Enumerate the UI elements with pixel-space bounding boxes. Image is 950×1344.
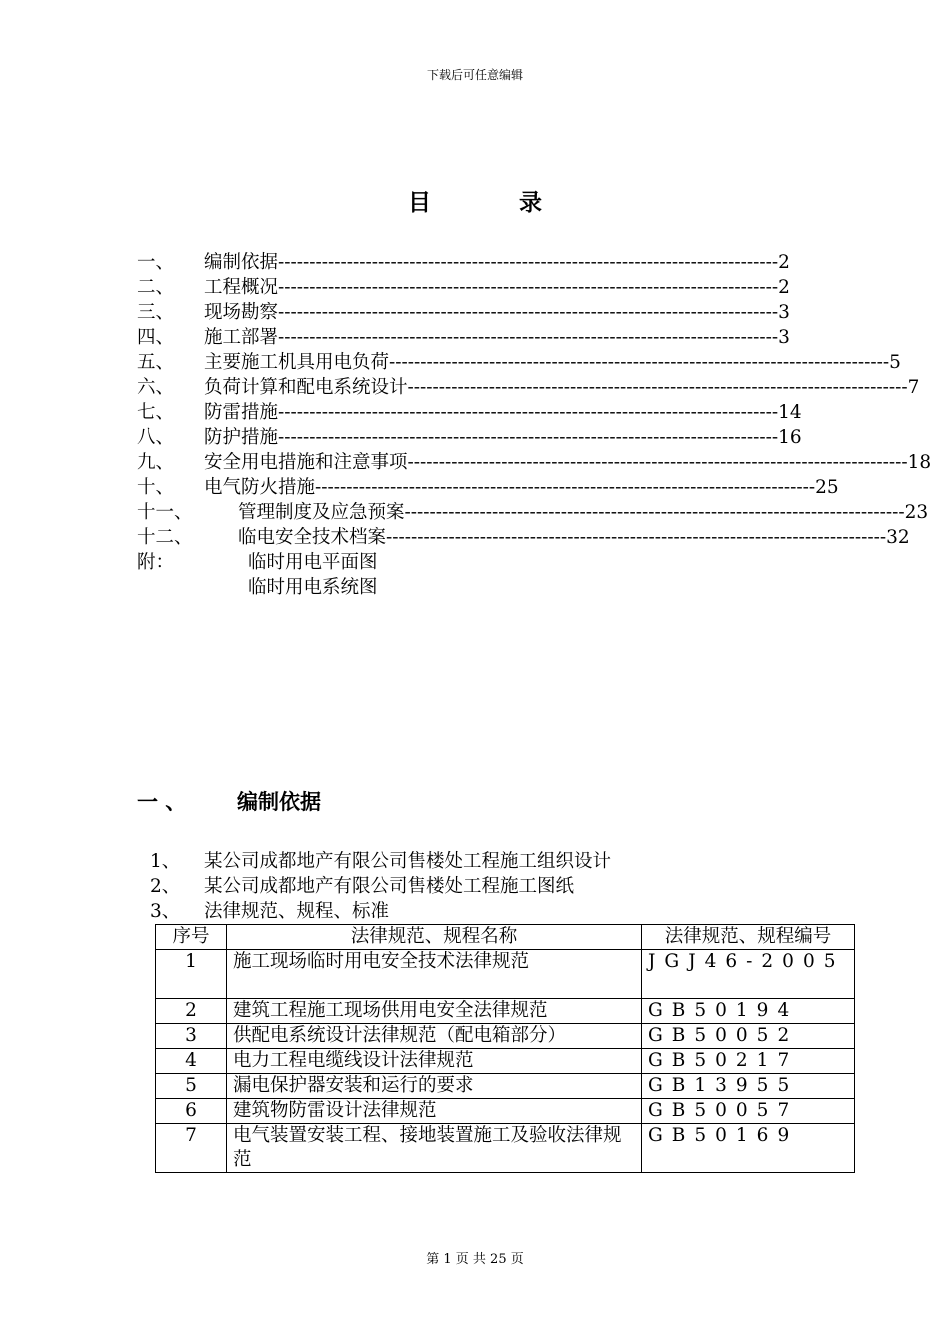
table-of-contents [137,250,932,600]
cell-code: GB50217 [642,1049,855,1074]
toc-leader: -------------------------------------------------------------------------------- [278,277,779,298]
table-row [156,999,855,1024]
toc-title: 目 录 [407,189,582,216]
cell-name: 供配电系统设计法律规范（配电箱部分） [227,1024,642,1049]
cell-code: GB50052 [642,1024,855,1049]
toc-entry[interactable] [137,475,839,500]
toc-page: 18 [907,452,932,473]
appendix-entry[interactable] [137,575,787,600]
toc-num: 八、 [137,427,175,448]
toc-entry[interactable] [137,300,790,325]
toc-leader: -------------------------------------------------------------------------------- [389,352,890,373]
toc-leader: -------------------------------------------------------------------------------- [315,477,816,498]
toc-num: 九、 [137,452,175,473]
toc-page: 16 [778,427,802,448]
toc-entry[interactable] [137,350,901,375]
table-header-row [156,925,855,950]
page-footer: 第 1 页 共 25 页 [426,1252,524,1267]
toc-entry[interactable] [137,500,929,525]
page-header: 下载后可任意编辑 [426,68,523,82]
header-cell: 序号 [156,925,227,950]
toc-page: 32 [886,527,910,548]
toc-num: 十一、 [137,502,193,523]
toc-num: 十、 [137,477,175,498]
table-row [156,1049,855,1074]
toc-label: 编制依据 [204,252,279,273]
toc-page: 5 [889,352,901,373]
toc-label: 工程概况 [204,277,279,298]
section-title: 编制依据 [237,790,321,814]
table-row [156,1074,855,1099]
toc-num: 六、 [137,377,175,398]
cell-code: JGJ46-2005 [642,950,855,999]
toc-page: 14 [778,402,802,423]
toc-num: 五、 [137,352,175,373]
header-cell: 法律规范、规程编号 [642,925,855,950]
toc-page: 3 [778,302,790,323]
section-heading [137,786,321,816]
cell-name: 建筑工程施工现场供用电安全法律规范 [227,999,642,1024]
toc-label: 负荷计算和配电系统设计 [204,377,408,398]
toc-label: 施工部署 [204,327,279,348]
toc-entry[interactable] [137,325,790,350]
toc-page: 23 [904,502,929,523]
toc-num: 一、 [137,252,175,273]
toc-leader: -------------------------------------------------------------------------------- [278,252,779,273]
toc-leader: -------------------------------------------------------------------------------- [407,452,908,473]
table-row [156,1024,855,1049]
toc-entry[interactable] [137,275,790,300]
list-item [150,899,611,924]
toc-label: 管理制度及应急预案 [238,502,405,523]
toc-entry[interactable] [137,400,802,425]
toc-entry[interactable] [137,375,920,400]
list-item-number: 3、 [150,901,181,922]
list-item-number: 2、 [150,876,181,897]
toc-page: 7 [907,377,920,398]
toc-leader: -------------------------------------------------------------------------------- [407,377,908,398]
toc-num: 二、 [137,277,175,298]
toc-num: 七、 [137,402,175,423]
toc-label: 防雷措施 [204,402,279,423]
appendix-item: 临时用电平面图 [248,552,378,573]
toc-page: 2 [778,252,790,273]
toc-entry[interactable] [137,450,932,475]
cell-name: 电力工程电缆线设计法律规范 [227,1049,642,1074]
toc-label: 防护措施 [204,427,279,448]
appendix-label: 附： [137,552,175,573]
list-item-text: 某公司成都地产有限公司售楼处工程施工组织设计 [204,851,612,872]
cell-name: 漏电保护器安装和运行的要求 [227,1074,642,1099]
toc-entry[interactable] [137,425,802,450]
table-row [156,950,855,999]
cell-no: 7 [156,1124,227,1173]
section-number: 一 、 [137,790,187,814]
cell-no: 3 [156,1024,227,1049]
toc-num: 四、 [137,327,175,348]
list-item [150,849,611,874]
toc-leader: -------------------------------------------------------------------------------- [278,302,779,323]
cell-name: 施工现场临时用电安全技术法律规范 [227,950,642,999]
appendix-item: 临时用电系统图 [248,577,378,598]
toc-page: 25 [815,477,839,498]
toc-num: 十二、 [137,527,193,548]
list-item-number: 1、 [150,851,181,872]
list-item [150,874,611,899]
toc-entry[interactable] [137,525,910,550]
toc-leader: -------------------------------------------------------------------------------- [386,527,887,548]
cell-name: 电气装置安装工程、接地装置施工及验收法律规范 [227,1124,642,1173]
table-row [156,1124,855,1173]
toc-label: 电气防火措施 [204,477,316,498]
toc-entry[interactable] [137,250,790,275]
cell-code: GB13955 [642,1074,855,1099]
cell-code: GB50169 [642,1124,855,1173]
cell-no: 1 [156,950,227,999]
cell-code: GB50194 [642,999,855,1024]
toc-leader: -------------------------------------------------------------------------------- [404,502,905,523]
toc-num: 三、 [137,302,175,323]
cell-no: 5 [156,1074,227,1099]
toc-label: 临电安全技术档案 [238,527,387,548]
cell-name: 建筑物防雷设计法律规范 [227,1099,642,1124]
basis-list [150,849,611,924]
toc-leader: -------------------------------------------------------------------------------- [278,427,779,448]
regulations-table [155,924,855,1173]
header-cell: 法律规范、规程名称 [227,925,642,950]
cell-no: 6 [156,1099,227,1124]
toc-page: 2 [778,277,790,298]
toc-label: 安全用电措施和注意事项 [204,452,408,473]
cell-no: 2 [156,999,227,1024]
list-item-text: 某公司成都地产有限公司售楼处工程施工图纸 [204,876,575,897]
cell-code: GB50057 [642,1099,855,1124]
appendix-entry[interactable] [137,550,787,575]
cell-no: 4 [156,1049,227,1074]
toc-leader: -------------------------------------------------------------------------------- [278,327,779,348]
toc-label: 主要施工机具用电负荷 [204,352,390,373]
table-row [156,1099,855,1124]
toc-leader: -------------------------------------------------------------------------------- [278,402,779,423]
list-item-text: 法律规范、规程、标准 [204,901,390,922]
toc-page: 3 [778,327,790,348]
toc-label: 现场勘察 [204,302,279,323]
